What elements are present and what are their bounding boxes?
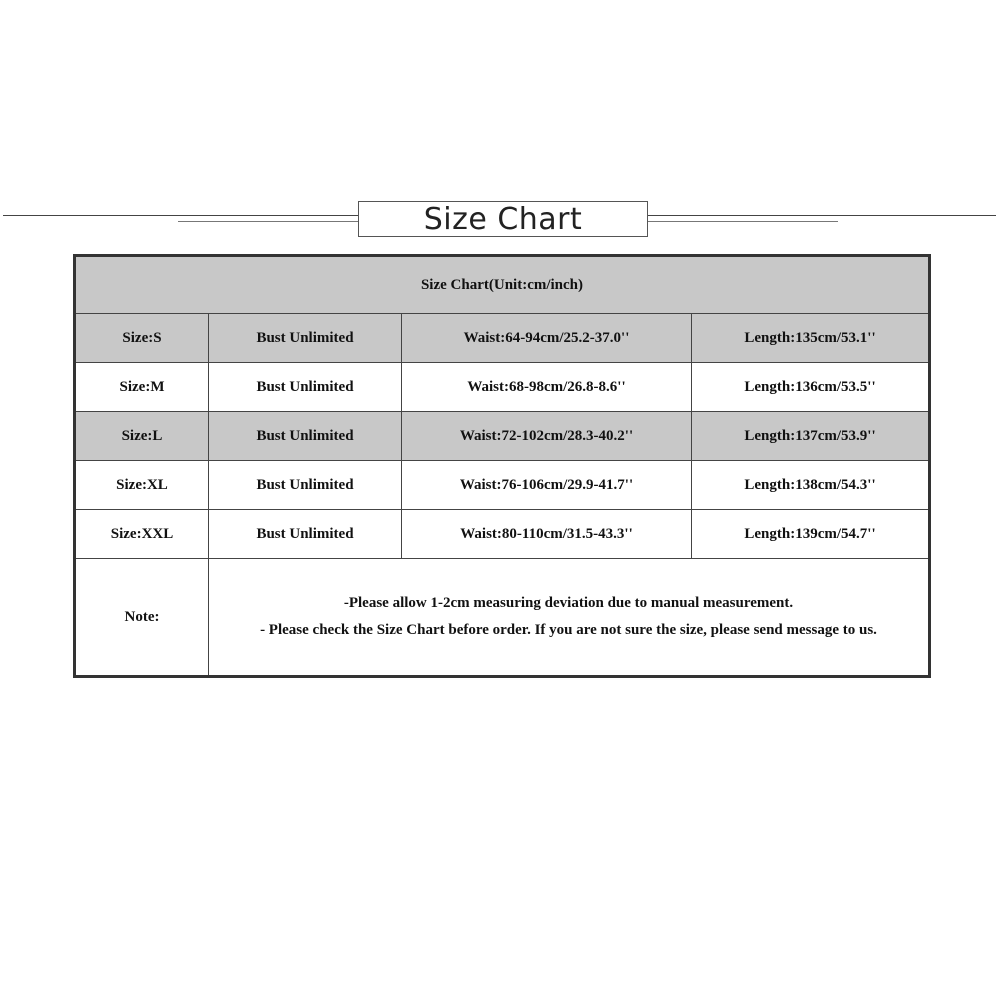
cell-bust: Bust Unlimited bbox=[209, 363, 402, 412]
cell-waist: Waist:72-102cm/28.3-40.2'' bbox=[402, 412, 692, 461]
cell-bust: Bust Unlimited bbox=[209, 412, 402, 461]
note-label: Note: bbox=[75, 559, 209, 677]
table-row bbox=[75, 461, 930, 510]
table-row bbox=[75, 314, 930, 363]
title-frame bbox=[358, 201, 648, 237]
cell-length: Length:136cm/53.5'' bbox=[692, 363, 930, 412]
header-rule-left bbox=[3, 215, 358, 216]
cell-size: Size:M bbox=[75, 363, 209, 412]
table-row bbox=[75, 363, 930, 412]
header-rule-right-inner bbox=[646, 221, 838, 222]
cell-size: Size:XXL bbox=[75, 510, 209, 559]
note-line: -Please allow 1-2cm measuring deviation due to manual measurement. bbox=[343, 595, 794, 611]
cell-length: Length:135cm/53.1'' bbox=[692, 314, 930, 363]
table-caption: Size Chart(Unit:cm/inch) bbox=[75, 256, 930, 314]
cell-length: Length:139cm/54.7'' bbox=[692, 510, 930, 559]
cell-length: Length:137cm/53.9'' bbox=[692, 412, 930, 461]
cell-waist: Waist:76-106cm/29.9-41.7'' bbox=[402, 461, 692, 510]
note-row bbox=[75, 559, 930, 677]
cell-waist: Waist:80-110cm/31.5-43.3'' bbox=[402, 510, 692, 559]
cell-size: Size:XL bbox=[75, 461, 209, 510]
header-rule-right bbox=[646, 215, 996, 216]
table-row bbox=[75, 510, 930, 559]
cell-waist: Waist:68-98cm/26.8-8.6'' bbox=[402, 363, 692, 412]
table-row bbox=[75, 412, 930, 461]
size-chart-table bbox=[73, 254, 931, 678]
header-rule-left-inner bbox=[178, 221, 358, 222]
page-title: Size Chart bbox=[423, 201, 583, 237]
cell-size: Size:S bbox=[75, 314, 209, 363]
cell-waist: Waist:64-94cm/25.2-37.0'' bbox=[402, 314, 692, 363]
cell-bust: Bust Unlimited bbox=[209, 461, 402, 510]
cell-bust: Bust Unlimited bbox=[209, 510, 402, 559]
note-line: - Please check the Size Chart before order. If you are not sure the size, please send message to us. bbox=[260, 622, 877, 638]
note-text bbox=[209, 559, 930, 677]
cell-length: Length:138cm/54.3'' bbox=[692, 461, 930, 510]
table-caption-row bbox=[75, 256, 930, 314]
cell-size: Size:L bbox=[75, 412, 209, 461]
cell-bust: Bust Unlimited bbox=[209, 314, 402, 363]
